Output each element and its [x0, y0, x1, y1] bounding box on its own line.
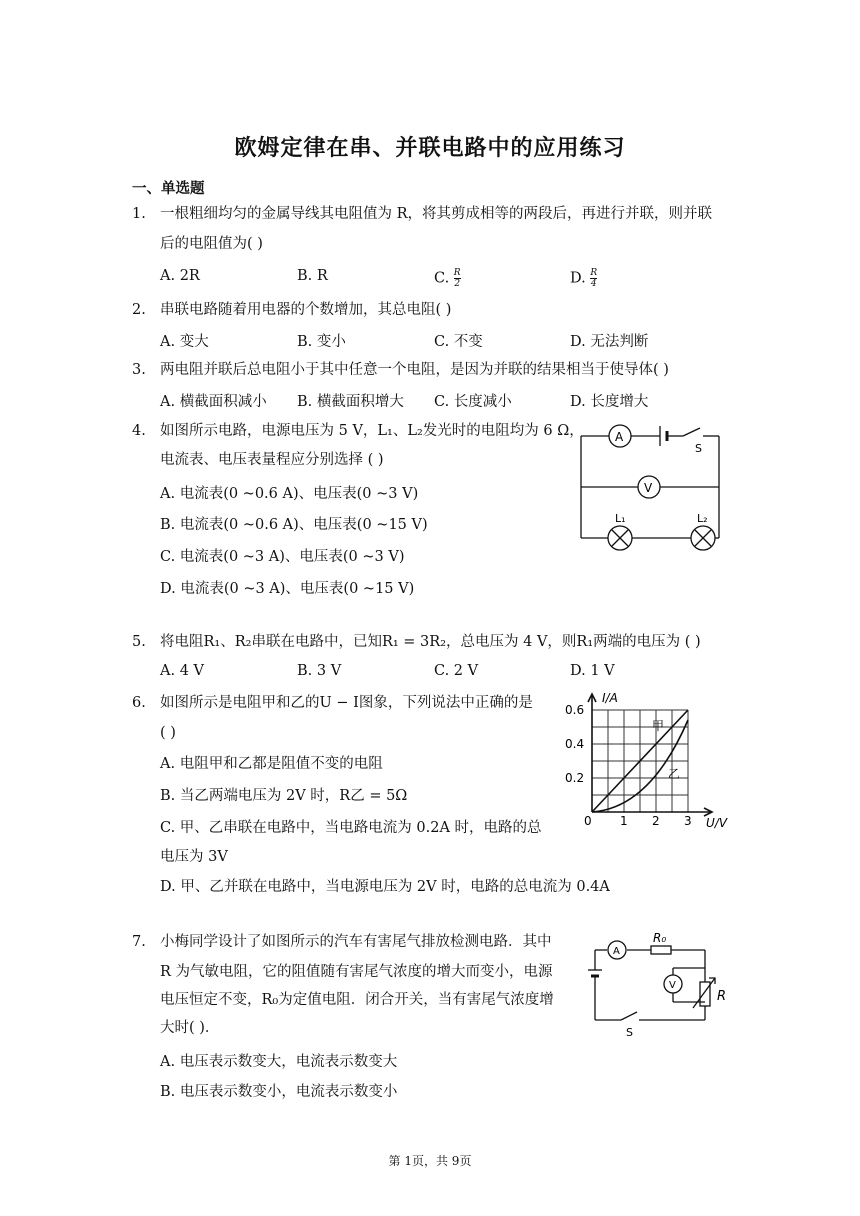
frac-c-denominator: 2	[454, 279, 461, 289]
q6-xtick-1: 1	[620, 814, 628, 828]
q6-ui-graph	[560, 690, 732, 830]
q1-option-a: A. 2R	[160, 268, 200, 284]
q7-circuit-diagram	[585, 930, 735, 1040]
q5-stem: 将电阻R₁、R₂串联在电路中，已知R₁ = 3R₂，总电压为 4 V，则R₁两端的电压为 ( )	[160, 634, 701, 650]
q1-option-c-label: C.	[434, 270, 450, 287]
q1-stem-line2: 后的电阻值为( )	[160, 236, 263, 252]
q6-ytick-0.2: 0.2	[565, 771, 585, 785]
q6-ylabel: I/A	[602, 691, 618, 705]
q7-option-a: A. 电压表示数变大，电流表示数变大	[160, 1054, 398, 1070]
q6-xlabel: U/V	[706, 816, 728, 830]
q6-xtick-0: 0	[584, 814, 592, 828]
q3-number: 3.	[132, 362, 146, 378]
q1-option-c-fraction	[454, 268, 461, 289]
q4-option-d: D. 电流表(0 ~3 A)、电压表(0 ~15 V)	[160, 581, 415, 597]
q6-ytick-0.6: 0.6	[565, 703, 585, 717]
q4-number: 4.	[132, 423, 146, 439]
frac-d-numerator: R	[590, 268, 598, 278]
q1-option-b: B. R	[297, 268, 328, 284]
q6-option-a: A. 电阻甲和乙都是阻值不变的电阻	[160, 756, 383, 772]
q5-option-c: C. 2 V	[434, 663, 479, 679]
q7-number: 7.	[132, 934, 146, 950]
q6-label-yi: 乙	[668, 767, 681, 781]
q2-option-a: A. 变大	[160, 334, 209, 350]
q6-stem-line1: 如图所示是电阻甲和乙的U − I图象，下列说法中正确的是	[160, 695, 533, 711]
q4-stem-line2: 电流表、电压表量程应分别选择 ( )	[160, 452, 384, 468]
page-title: 欧姆定律在串、并联电路中的应用练习	[234, 135, 626, 161]
q3-option-a: A. 横截面积减小	[160, 394, 267, 410]
q4-option-b: B. 电流表(0 ~0.6 A)、电压表(0 ~15 V)	[160, 517, 428, 533]
q2-option-b: B. 变小	[297, 334, 346, 350]
q4-lamp1-label: L₁	[615, 512, 626, 525]
q4-option-a: A. 电流表(0 ~0.6 A)、电压表(0 ~3 V)	[160, 486, 419, 502]
q1-option-d	[570, 268, 597, 289]
frac-c-numerator: R	[453, 268, 461, 278]
q1-number: 1.	[132, 206, 146, 222]
q5-option-b: B. 3 V	[297, 663, 342, 679]
q7-option-b: B. 电压表示数变小，电流表示数变小	[160, 1084, 398, 1100]
q1-option-d-fraction	[590, 268, 597, 289]
q4-switch-label: S	[695, 442, 702, 455]
q5-number: 5.	[132, 634, 146, 650]
q7-voltmeter-label: V	[669, 980, 676, 991]
q3-stem: 两电阻并联后总电阻小于其中任意一个电阻，是因为并联的结果相当于使导体( )	[160, 362, 669, 378]
q4-ammeter-label: A	[615, 430, 624, 444]
q1-stem-line1: 一根粗细均匀的金属导线其电阻值为 R，将其剪成相等的两段后，再进行并联，则并联	[160, 206, 713, 222]
q7-r0-label: R₀	[653, 931, 667, 945]
q4-stem-line1: 如图所示电路，电源电压为 5 V，L₁、L₂发光时的电阻均为 6 Ω，	[160, 423, 584, 439]
q6-number: 6.	[132, 695, 146, 711]
q7-stem-line1: 小梅同学设计了如图所示的汽车有害尾气排放检测电路．其中	[160, 934, 552, 950]
q6-option-b: B. 当乙两端电压为 2V 时，R乙 = 5Ω	[160, 788, 408, 804]
q4-circuit-diagram	[575, 420, 725, 555]
q1-option-d-label: D.	[570, 270, 586, 287]
q7-stem-line4: 大时( )．	[160, 1020, 220, 1036]
q6-option-d: D. 甲、乙并联在电路中，当电源电压为 2V 时，电路的总电流为 0.4A	[160, 879, 610, 895]
q6-xtick-2: 2	[652, 814, 660, 828]
q7-r-label: R	[717, 989, 727, 1004]
q3-option-d: D. 长度增大	[570, 394, 649, 410]
q2-number: 2.	[132, 302, 146, 318]
q2-option-d: D. 无法判断	[570, 334, 649, 350]
q6-label-jia: 甲	[652, 719, 665, 733]
q1-option-c	[434, 268, 461, 289]
page-footer: 第 1页，共 9页	[388, 1154, 472, 1168]
q6-option-c-cont: 电压为 3V	[160, 849, 228, 865]
q5-option-a: A. 4 V	[160, 663, 204, 679]
frac-d-denominator: 4	[590, 279, 597, 289]
q2-stem: 串联电路随着用电器的个数增加，其总电阻( )	[160, 302, 452, 318]
q6-ytick-0.4: 0.4	[565, 737, 585, 751]
q2-option-c: C. 不变	[434, 334, 483, 350]
q6-xtick-3: 3	[684, 814, 692, 828]
q3-option-b: B. 横截面积增大	[297, 394, 404, 410]
q4-voltmeter-label: V	[644, 481, 653, 495]
q7-stem-line3: 电压恒定不变，R₀为定值电阻．闭合开关，当有害尾气浓度增	[160, 992, 554, 1008]
q6-stem-line2: ( )	[160, 725, 176, 741]
q6-option-c: C. 甲、乙串联在电路中，当电路电流为 0.2A 时，电路的总	[160, 820, 542, 836]
q7-ammeter-label: A	[613, 946, 620, 957]
q7-switch-label: S	[626, 1026, 633, 1039]
q3-option-c: C. 长度减小	[434, 394, 512, 410]
q7-stem-line2: R 为气敏电阻，它的阻值随有害尾气浓度的增大而变小，电源	[160, 964, 553, 980]
q4-option-c: C. 电流表(0 ~3 A)、电压表(0 ~3 V)	[160, 549, 405, 565]
q4-lamp2-label: L₂	[697, 512, 708, 525]
q5-option-d: D. 1 V	[570, 663, 615, 679]
section-heading: 一、单选题	[132, 180, 205, 197]
